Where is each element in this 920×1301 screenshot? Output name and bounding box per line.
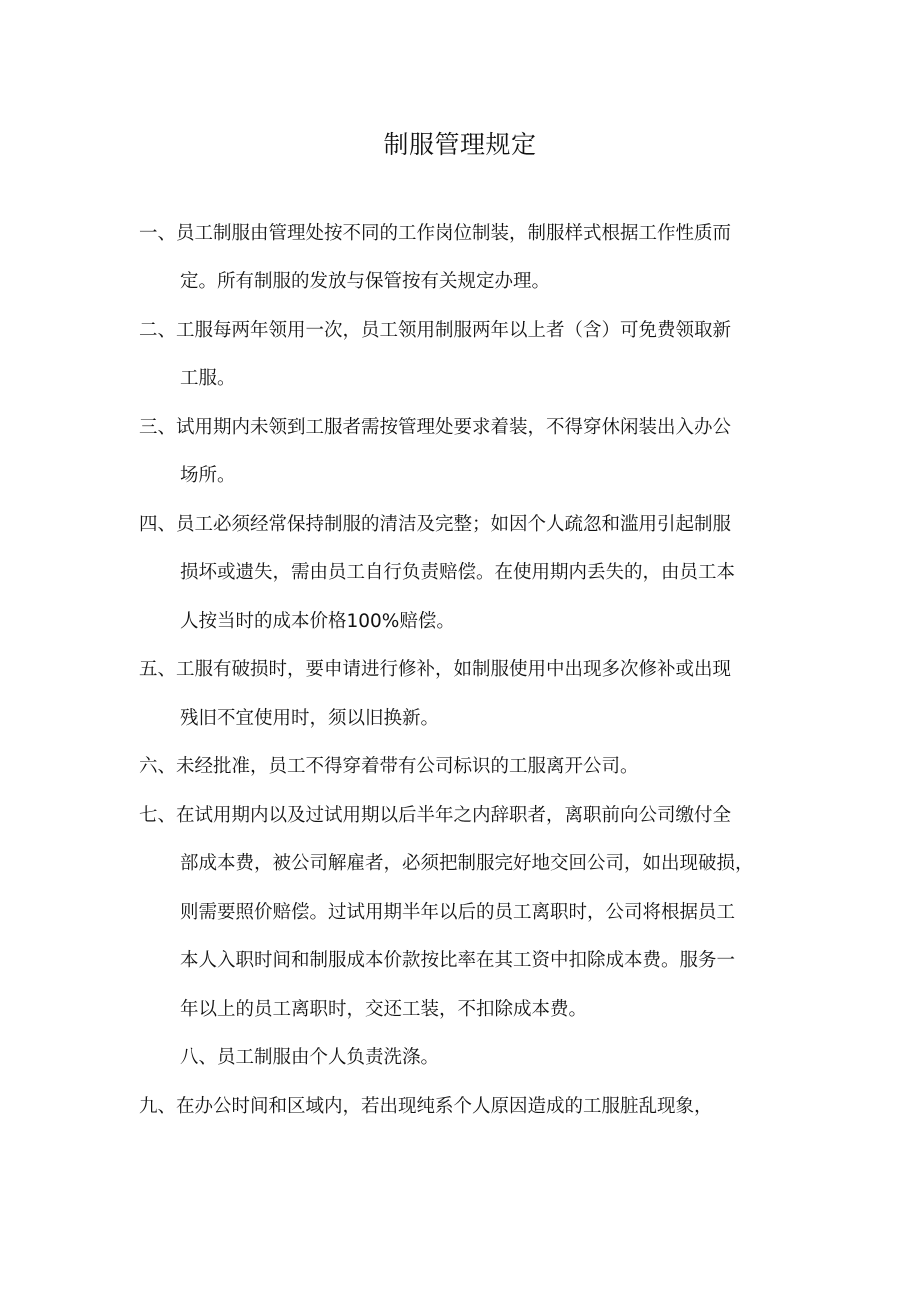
clause-7-line-4: 本人入职时间和制服成本价款按比率在其工资中扣除成本费。服务一 bbox=[180, 950, 736, 971]
clause-6-line-1: 六、未经批准，员工不得穿着带有公司标识的工服离开公司。 bbox=[139, 756, 639, 777]
clause-7-line-1: 七、在试用期内以及过试用期以后半年之内辞职者，离职前向公司缴付全 bbox=[139, 805, 732, 826]
clause-1-line-2: 定。所有制服的发放与保管按有关规定办理。 bbox=[180, 271, 551, 292]
clause-7-line-3: 则需要照价赔偿。过试用期半年以后的员工离职时，公司将根据员工 bbox=[180, 902, 736, 923]
clause-2-line-1: 二、工服每两年领用一次，员工领用制服两年以上者（含）可免费领取新 bbox=[139, 320, 732, 341]
clause-3-line-1: 三、试用期内未领到工服者需按管理处要求着装，不得穿休闲装出入办公 bbox=[139, 417, 732, 438]
clause-8-line-1: 八、员工制服由个人负责洗涤。 bbox=[180, 1047, 440, 1068]
clause-9-line-1: 九、在办公时间和区域内，若出现纯系个人原因造成的工服脏乱现象， bbox=[139, 1096, 713, 1117]
clause-7-line-2: 部成本费，被公司解雇者，必须把制服完好地交回公司，如出现破损， bbox=[180, 853, 754, 874]
clause-1-line-1: 一、员工制服由管理处按不同的工作岗位制装，制服样式根据工作性质而 bbox=[139, 223, 732, 244]
clause-5-line-1: 五、工服有破损时，要申请进行修补，如制服使用中出现多次修补或出现 bbox=[139, 659, 732, 680]
clause-4-line-1: 四、员工必须经常保持制服的清洁及完整；如因个人疏忽和滥用引起制服 bbox=[139, 514, 732, 535]
clause-4-line-3: 人按当时的成本价格100%赔偿。 bbox=[180, 611, 455, 632]
clause-2-line-2: 工服。 bbox=[180, 368, 236, 389]
document-title: 制服管理规定 bbox=[383, 130, 537, 159]
clause-4-line-2: 损坏或遗失，需由员工自行负责赔偿。在使用期内丢失的，由员工本 bbox=[180, 562, 736, 583]
clause-7-line-5: 年以上的员工离职时，交还工装，不扣除成本费。 bbox=[180, 999, 588, 1020]
clause-3-line-2: 场所。 bbox=[180, 465, 236, 486]
clause-5-line-2: 残旧不宜使用时，须以旧换新。 bbox=[180, 708, 440, 729]
